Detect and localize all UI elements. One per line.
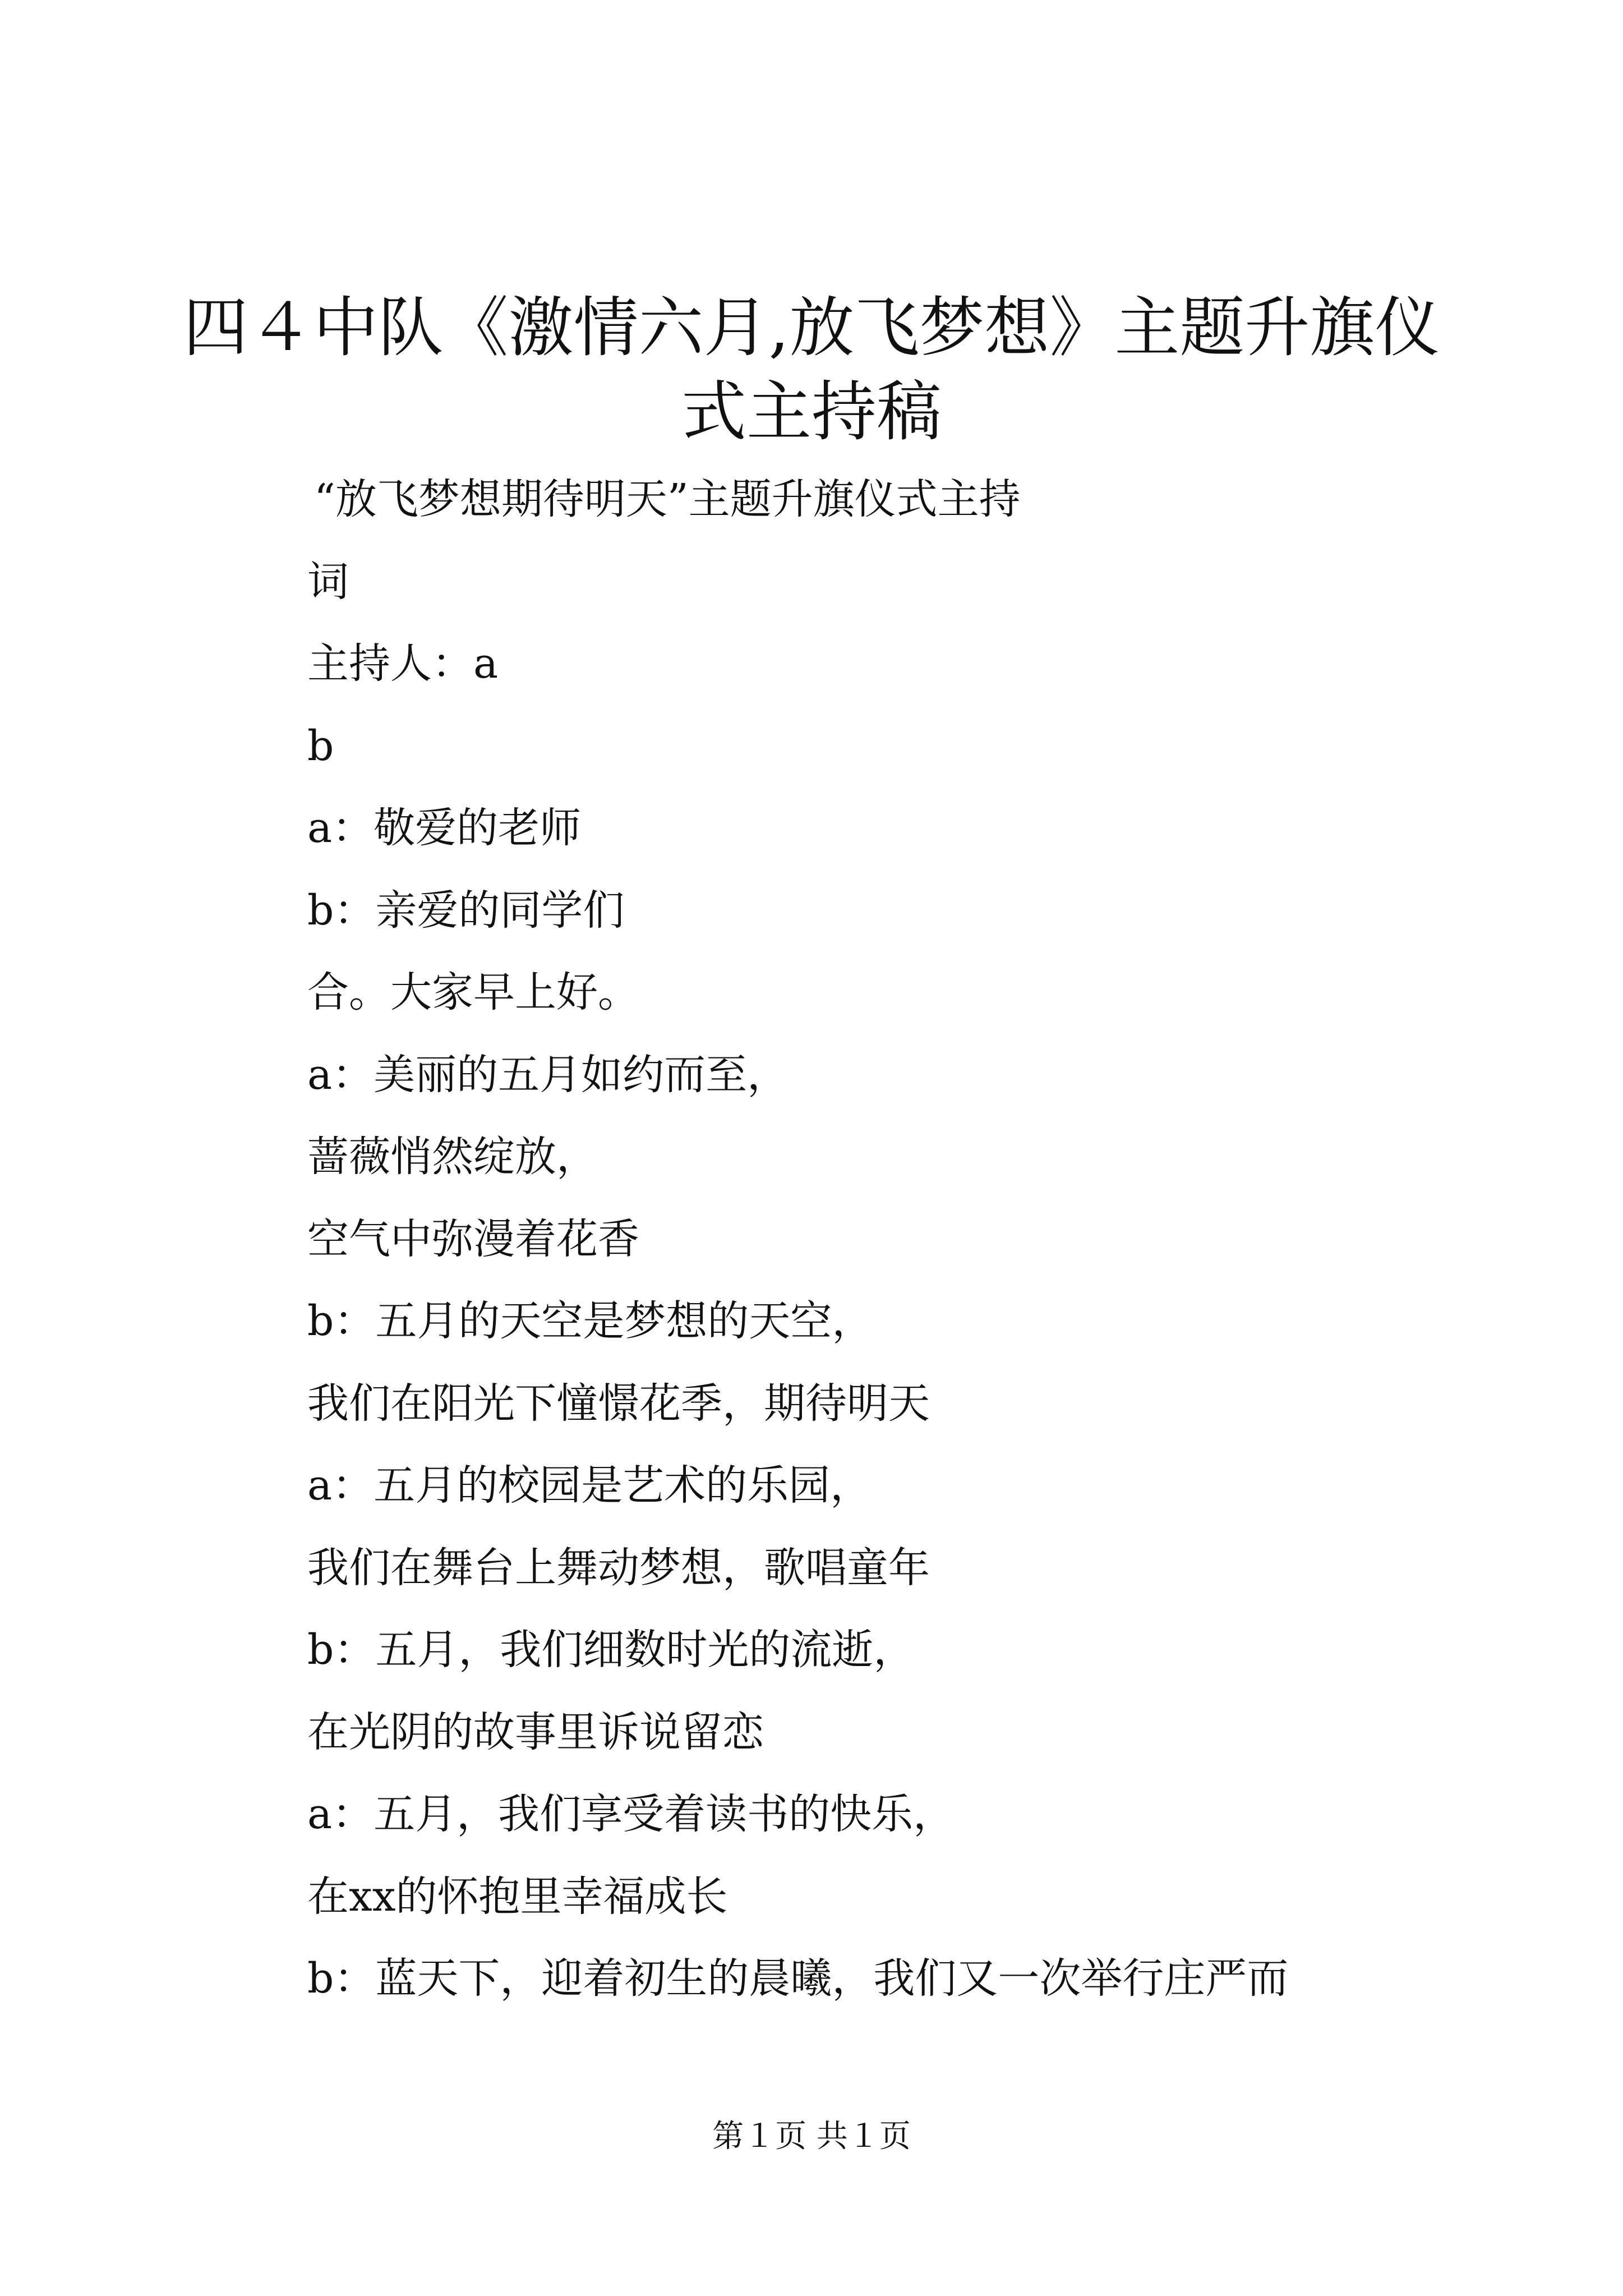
document-title-line-1: 四４中队《激情六月,放飞梦想》主题升旗仪 bbox=[183, 290, 1440, 366]
body-line: 我们在舞台上舞动梦想，歌唱童年 bbox=[307, 1544, 930, 1592]
body-line: b：五月的天空是梦想的天空， bbox=[307, 1297, 874, 1345]
body-line: a：五月的校园是艺术的乐园， bbox=[307, 1461, 872, 1510]
body-line: 我们在阳光下憧憬花季，期待明天 bbox=[307, 1379, 930, 1428]
body-line: 在光阴的故事里诉说留恋 bbox=[307, 1708, 764, 1756]
body-line: a：五月，我们享受着读书的快乐， bbox=[307, 1790, 955, 1838]
body-line: a：敬爱的老师 bbox=[307, 804, 582, 852]
body-line: 词 bbox=[307, 558, 349, 606]
body-line: b：亲爱的同学们 bbox=[307, 886, 625, 935]
page-footer: 第１页 共１页 bbox=[712, 2118, 911, 2155]
body-line: “放飞梦想期待明天”主题升旗仪式主持 bbox=[314, 475, 1021, 523]
body-line: b：五月，我们细数时光的流逝， bbox=[307, 1626, 915, 1674]
body-line: b：蓝天下，迎着初生的晨曦，我们又一次举行庄严而 bbox=[307, 1954, 1289, 2003]
body-line: 主持人：a bbox=[307, 639, 499, 688]
body-line: 蔷薇悄然绽放， bbox=[307, 1133, 598, 1181]
document-title-line-2: 式主持稿 bbox=[681, 374, 942, 450]
body-line: 在xx的怀抱里幸福成长 bbox=[307, 1872, 728, 1921]
body-line: b bbox=[307, 722, 334, 770]
body-line: a：美丽的五月如约而至， bbox=[307, 1051, 789, 1099]
body-line: 合。大家早上好。 bbox=[307, 968, 639, 1016]
body-line: 空气中弥漫着花香 bbox=[307, 1215, 639, 1263]
